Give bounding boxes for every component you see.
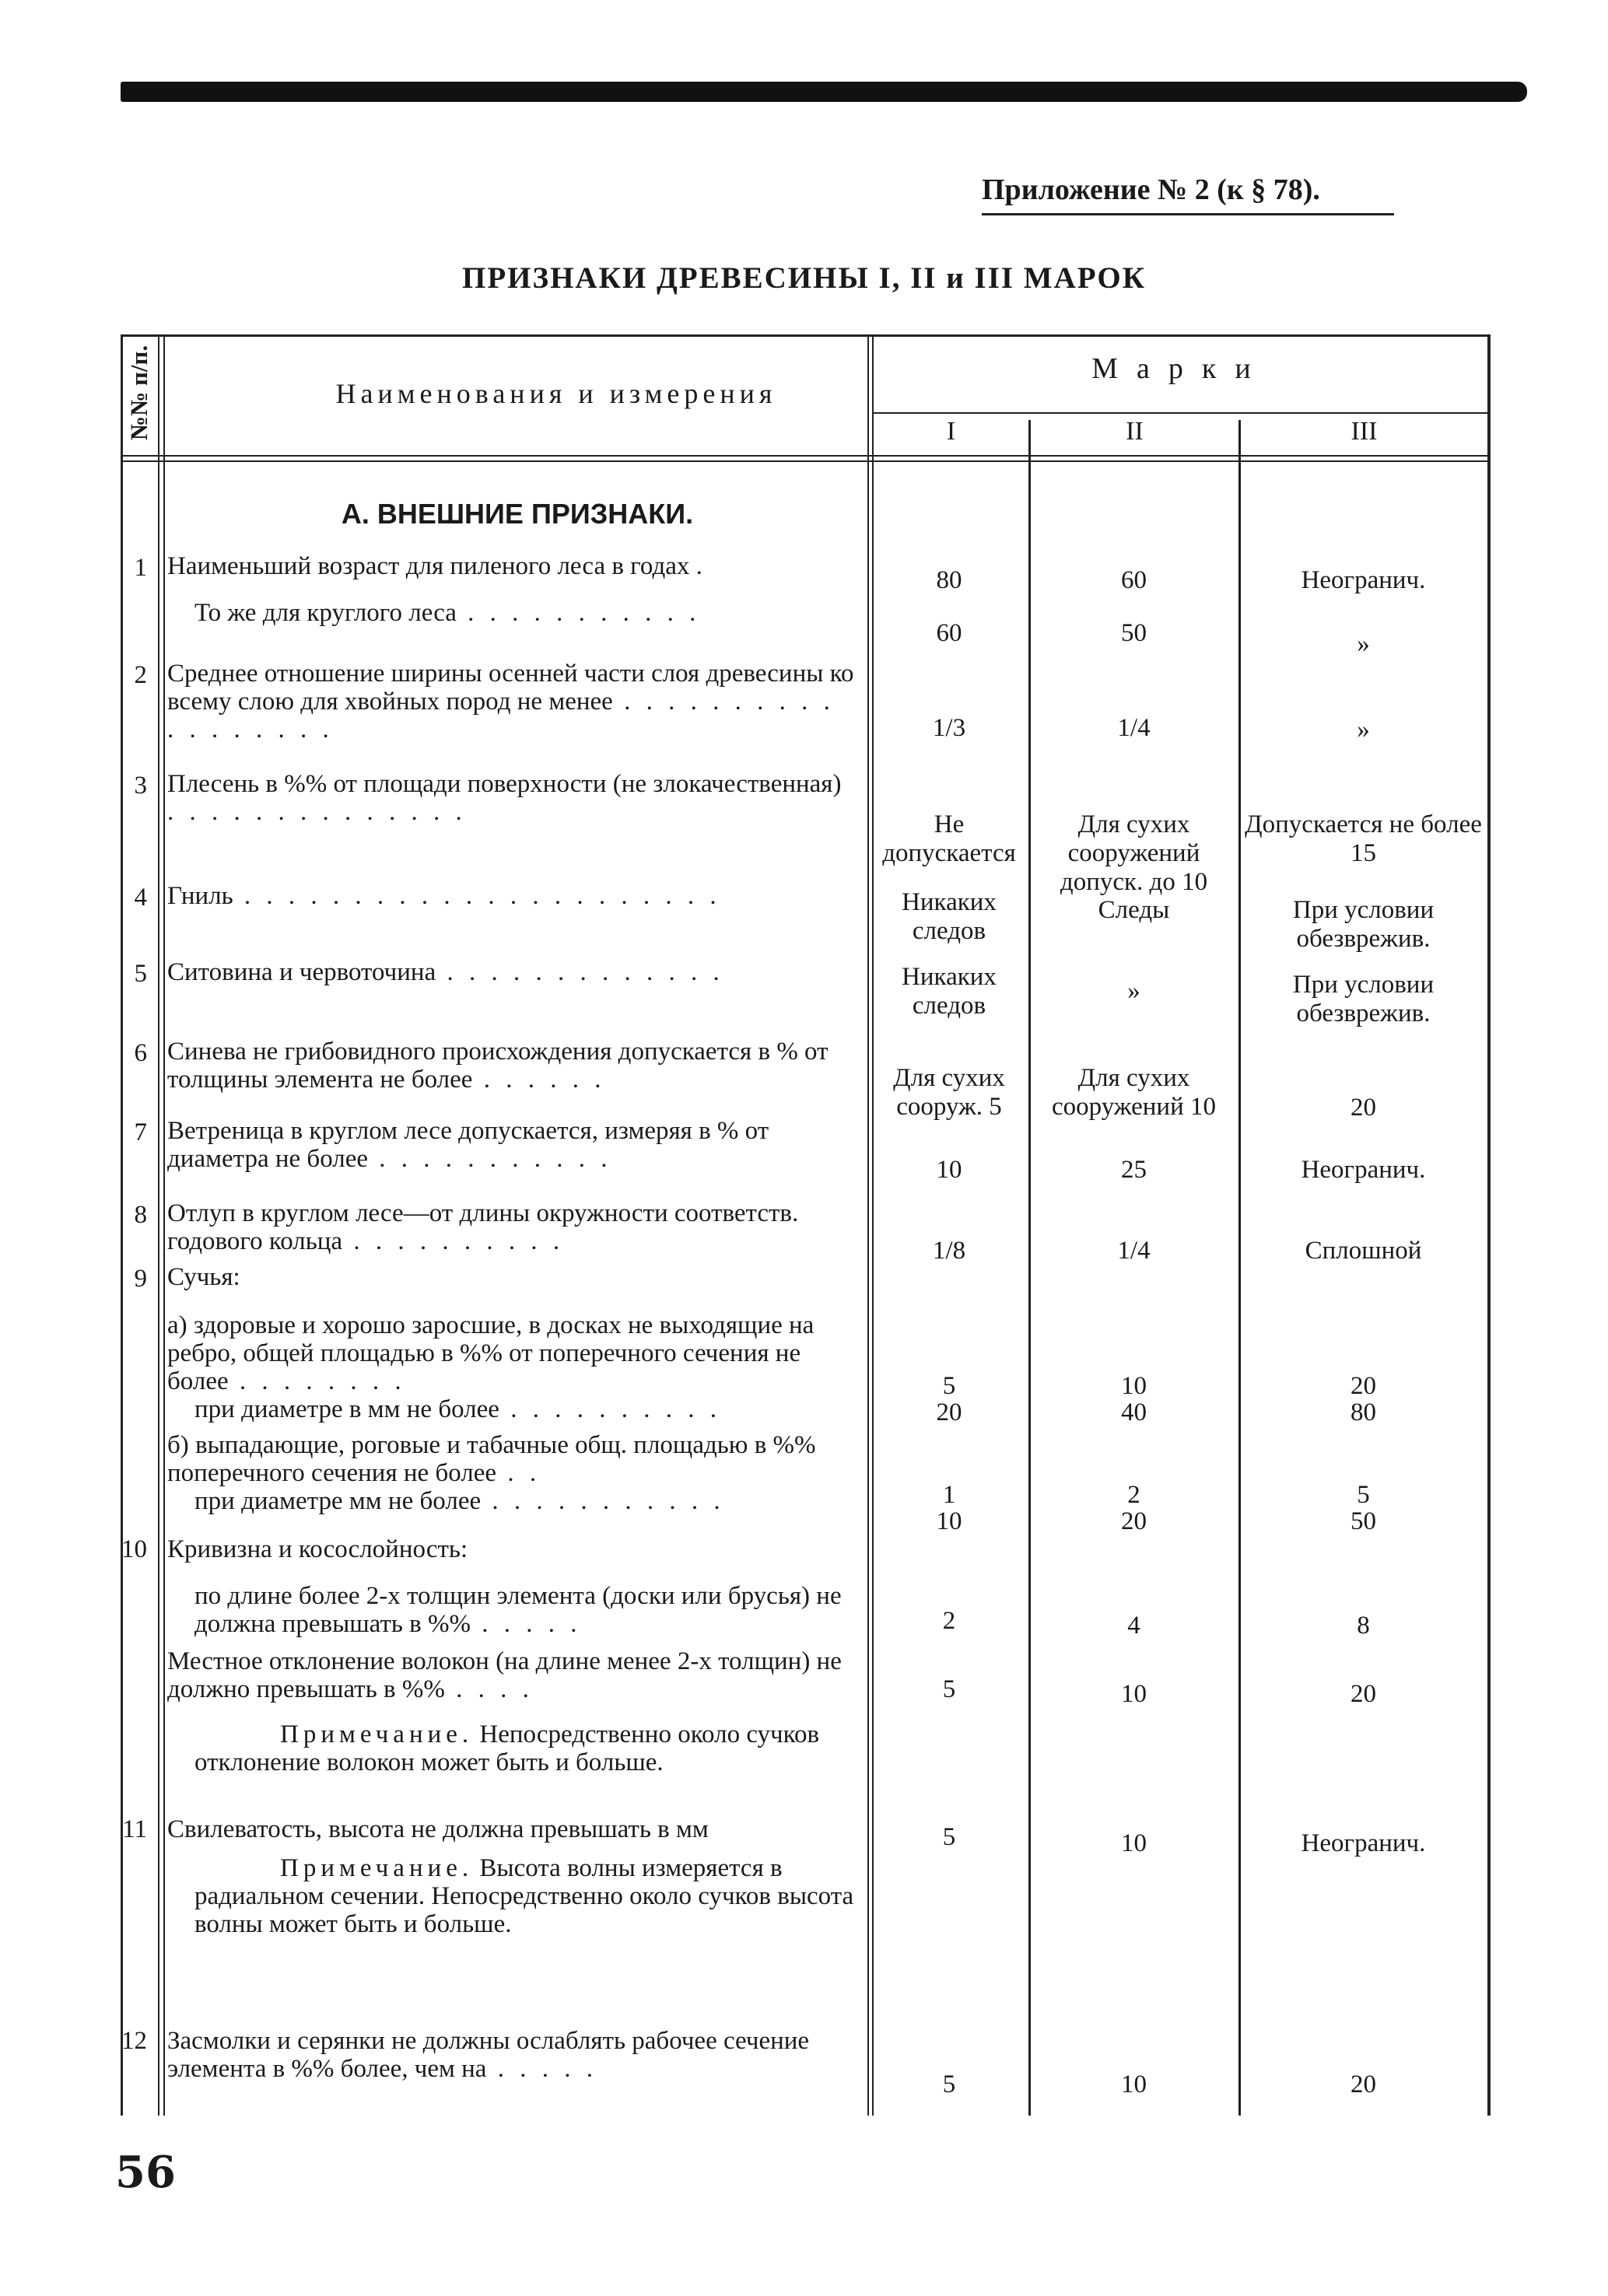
grade1-value: 2 [942,1607,956,1635]
grade1-value: Не допускается [882,810,1016,867]
row-description: То же для круглого леса . . . . . . . . . . . [194,599,701,627]
row-number: 3 [134,772,147,800]
grade1-value: 10 [936,1507,962,1535]
grade3-value: 80 [1351,1398,1376,1426]
header-bottom-line [121,455,1491,457]
row-number: 6 [134,1039,147,1067]
row-description: Засмолки и серянки не должны ослаблять рабочее сечение элемента в %% более, чем на . . . . . [167,2027,810,2083]
grade1-value: 80 [936,566,962,594]
grade1-value: 10 [936,1156,962,1184]
row-description: Ветреница в круглом лесе допускается, измеряя в % от диаметра не более . . . . . . . . . . . [167,1117,769,1173]
grade1-value: 5 [942,1675,956,1703]
grade2-value: 10 [1121,1680,1147,1708]
top-rule [121,82,1527,102]
grade2-value: 60 [1121,566,1147,594]
row-description: Отлуп в круглом лесе—от длины окружности соответств. годового кольца . . . . . . . . . . [167,1199,799,1255]
grade2-value: Следы [1098,896,1170,924]
appendix-underline [982,213,1394,215]
row-description: Гниль . . . . . . . . . . . . . . . . . . . . . . [167,882,721,910]
row-number: 2 [134,661,147,689]
grade1-value: Для сухих сооруж. 5 [893,1064,1005,1121]
row-description: а) здоровые и хорошо заросшие, в досках не выходящие на ребро, общей площадью в %% от поперечного сечения не более . . . . . . . . [167,1311,815,1395]
grade3-value: Неогранич. [1301,566,1426,594]
grade2-divider [1238,420,1241,2116]
grade1-value: 5 [942,1823,956,1851]
grade1-value: Никаких следов [902,963,997,1020]
grade3-value: 20 [1351,1094,1376,1122]
grade2-value: 10 [1121,1829,1147,1857]
grade2-value: 40 [1121,1398,1147,1426]
grade1-value: 20 [936,1398,962,1426]
grade3-value: При условии обезврежив. [1292,896,1435,953]
marks-subheader-line [872,412,1491,414]
row-number: 12 [121,2027,147,2055]
grade1-value: 5 [942,2070,956,2098]
grade3-value: » [1357,716,1370,744]
row-description: Наименьший возраст для пиленого леса в годах . [167,552,707,580]
num-column-header: №№ п/п. [125,345,152,441]
row-number: 5 [134,960,147,988]
grade3-value: Сплошной [1305,1237,1422,1265]
row-description: Ситовина и червоточина . . . . . . . . . . . . . [167,958,724,986]
grade2-value: 1/4 [1117,714,1151,742]
section-heading: А. ВНЕШНИЕ ПРИЗНАКИ. [341,498,694,530]
appendix-reference: Приложение № 2 (к § 78). [982,173,1320,206]
row-number: 9 [134,1265,147,1293]
grade1-value: 1/8 [932,1237,966,1265]
row-description: при диаметре мм не более . . . . . . . . . . . [194,1487,725,1515]
grade1-value: 60 [936,619,962,647]
grade3-value: 20 [1351,1680,1376,1708]
page-title: ПРИЗНАКИ ДРЕВЕСИНЫ I, II и III МАРОК [462,261,1146,295]
grade1-value: 5 [942,1372,956,1400]
names-column-header: Наименования и измерения [335,378,777,409]
names-col-divider [867,334,869,2116]
grade2-value: 1/4 [1117,1237,1151,1265]
grade3-value: При условии обезврежив. [1292,971,1435,1027]
grade2-value: » [1127,977,1140,1005]
grade-header-2: II [1126,417,1144,446]
grade2-value: Для сухих сооружений 10 [1051,1064,1217,1121]
table-right-border [1487,334,1491,2116]
grade2-value: 50 [1121,619,1147,647]
grade2-value: 25 [1121,1156,1147,1184]
row-description: при диаметре в мм не более . . . . . . . . . . [194,1395,721,1423]
row-description: Плесень в %% от площади поверхности (не злокачественная) . . . . . . . . . . . . . . [167,770,842,826]
grade1-divider [1028,420,1031,2116]
grade1-value: 1/3 [932,714,966,742]
grade2-value: 2 [1127,1481,1140,1509]
grade-header-3: III [1351,417,1378,446]
grade3-value: 20 [1351,1372,1376,1400]
row-number: 4 [134,884,147,912]
grade3-value: 20 [1351,2070,1376,2098]
row-description: Среднее отношение ширины осенней части слоя древесины ко всему слою для хвойных пород не менее . . . . . . . . . . . . . . . . . . [167,660,854,744]
row-note: Примечание. Непосредственно около сучков отклонение волокон может быть и больше. [194,1720,820,1776]
grades-table [121,334,1490,2116]
page-number: 56 [115,2147,176,2198]
header-bottom-line-2 [121,460,1491,462]
grade3-value: 50 [1351,1507,1376,1535]
grade2-value: 10 [1121,2070,1147,2098]
marks-column-header: Марки [1091,352,1270,385]
row-number: 10 [121,1535,147,1563]
row-description: Свилеватость, высота не должна превышать в мм [167,1815,709,1843]
row-description: Сучья: [167,1263,240,1291]
grade3-value: 8 [1357,1612,1370,1640]
row-description: по длине более 2-х толщин элемента (доски или брусья) не должна превышать в %% . . . . . [194,1582,842,1638]
grade-header-1: I [946,417,956,446]
row-number: 1 [134,554,147,582]
row-description: б) выпадающие, роговые и табачные общ. площадью в %% поперечного сечения не более . . [167,1431,816,1487]
grade3-value: Неогранич. [1301,1156,1426,1184]
grade2-value: 20 [1121,1507,1147,1535]
num-col-divider [158,334,159,2116]
grade3-value: Неогранич. [1301,1829,1426,1857]
grade3-value: Допускается не более 15 [1245,810,1482,867]
row-note: Примечание. Высота волны измеряется в радиальном сечении. Непосредственно около сучков высота волны может быть и больше. [194,1854,854,1938]
grade1-value: 1 [942,1481,956,1509]
row-number: 7 [134,1118,147,1146]
grade2-value: Для сухих сооружений допуск. до 10 [1060,810,1208,896]
row-number: 11 [122,1815,147,1843]
grade2-value: 4 [1127,1612,1140,1640]
row-description: Местное отклонение волокон (на длине менее 2-х толщин) не должно превышать в %% . . . . [167,1647,842,1703]
row-description: Кривизна и косослойность: [167,1535,468,1563]
table-top-border [121,334,1491,337]
row-number: 8 [134,1201,147,1229]
grade1-value: Никаких следов [902,888,997,945]
num-col-divider-inner [163,334,165,2116]
grade2-value: 10 [1121,1372,1147,1400]
grade3-value: 5 [1357,1481,1370,1509]
row-description: Синева не грибовидного происхождения допускается в % от толщины элемента не более . . . . . . [167,1038,829,1094]
grade3-value: » [1357,630,1370,658]
